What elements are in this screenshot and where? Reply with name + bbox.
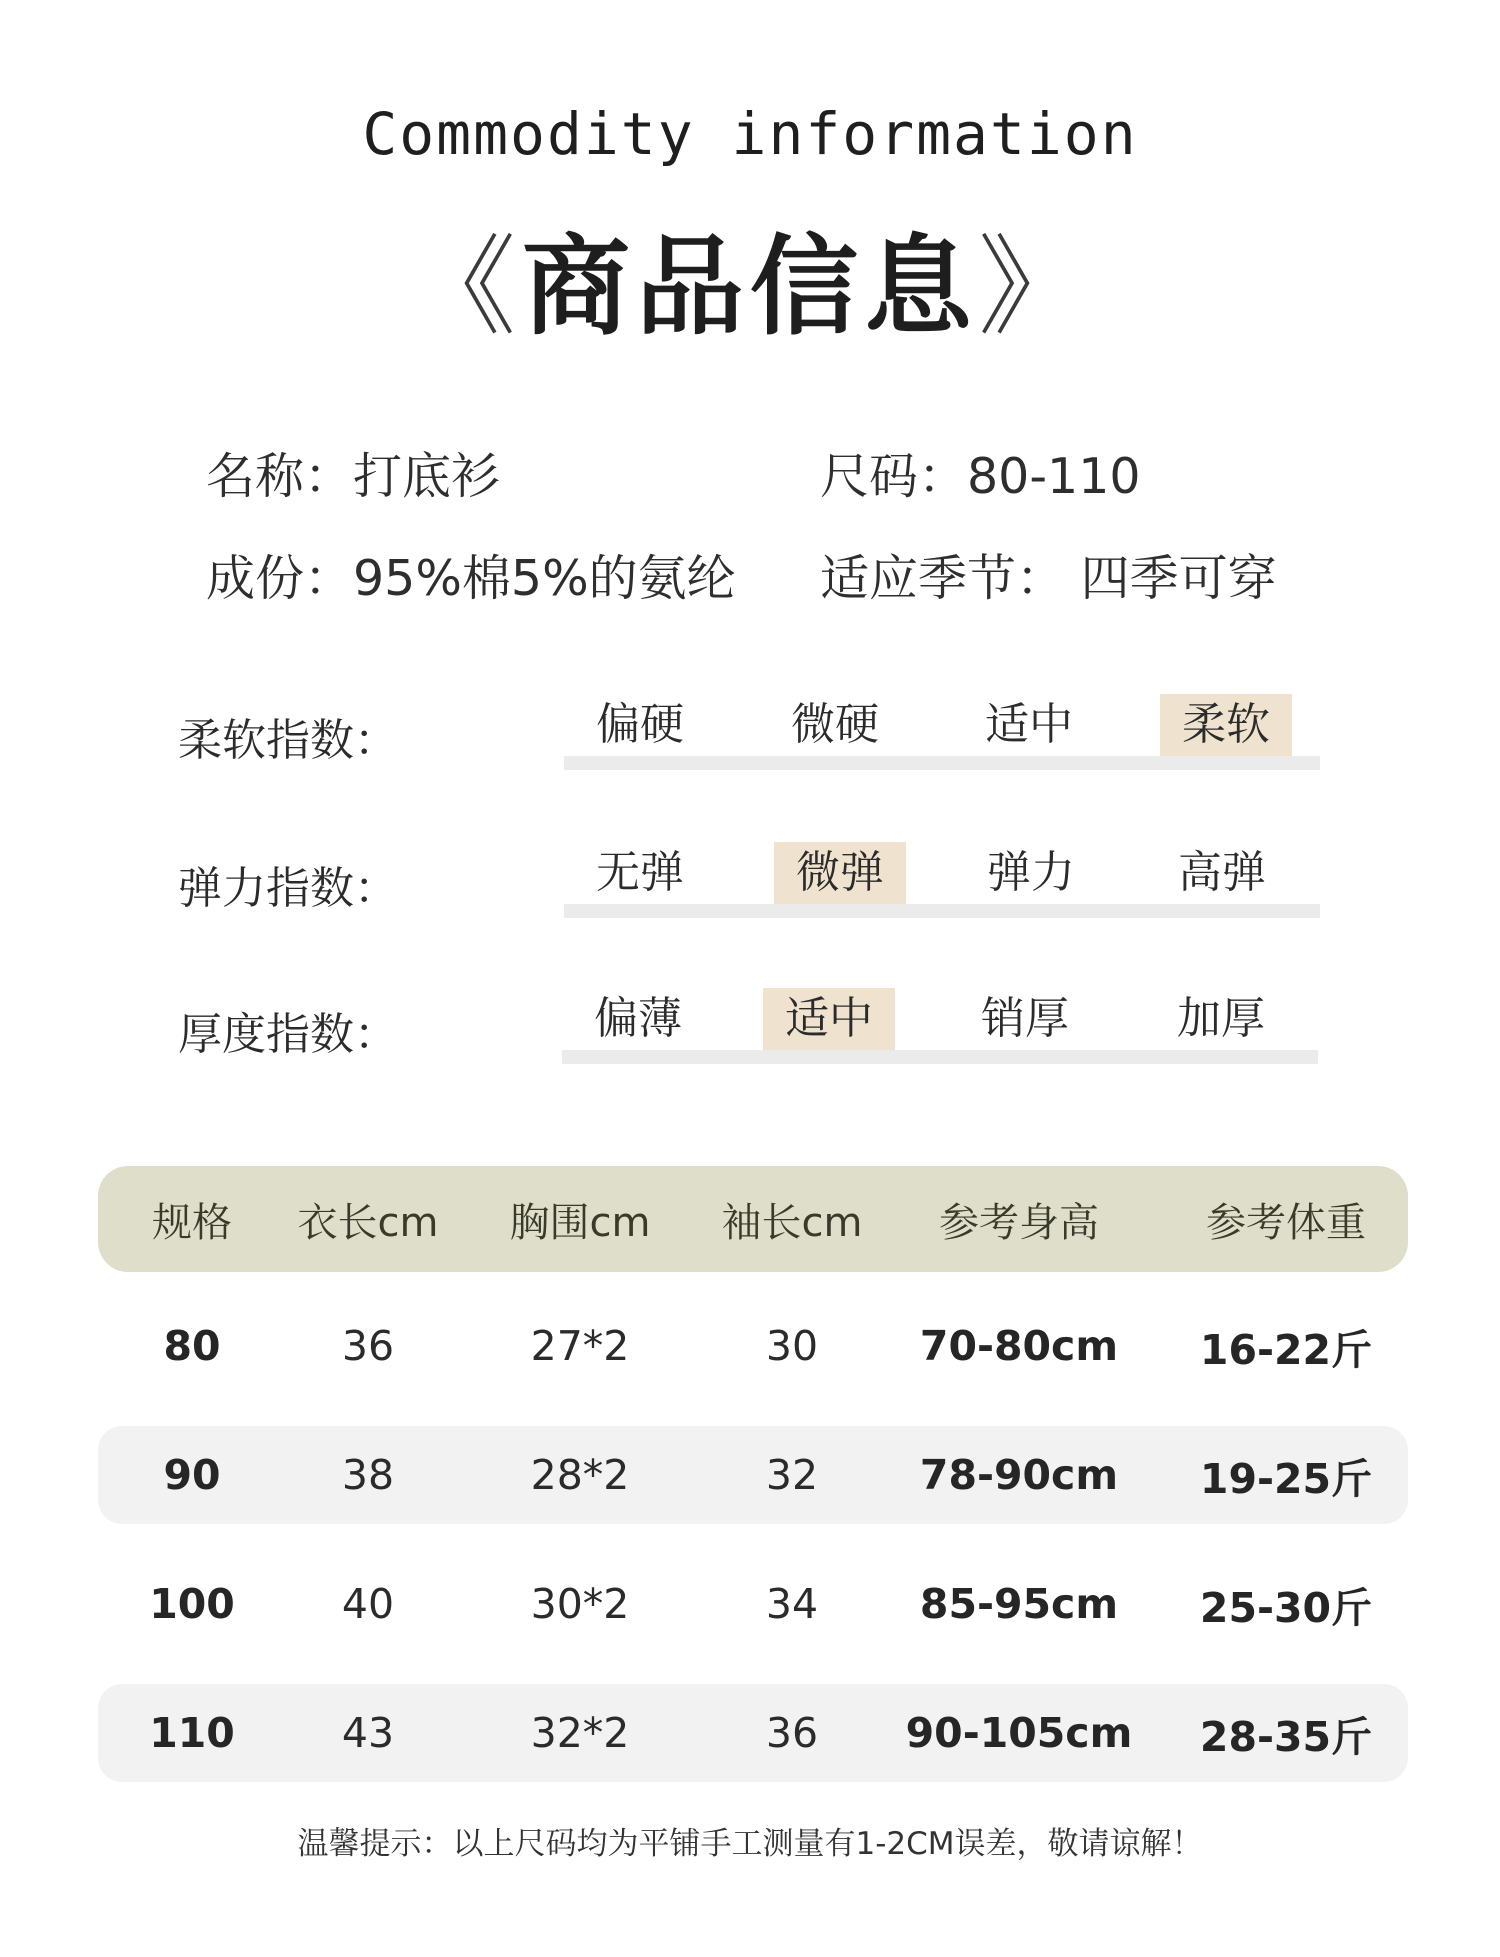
table-row [98, 1426, 1408, 1524]
table-cell: 28-35斤 [1199, 1712, 1373, 1761]
table-row [98, 1684, 1408, 1782]
close-bracket: 》 [978, 225, 1093, 350]
table-cell: 16-22斤 [1199, 1325, 1373, 1374]
table-header [98, 1166, 1408, 1272]
info-size: 尺码：80-110 [820, 448, 1141, 505]
open-bracket: 《 [407, 225, 522, 350]
table-cell: 19-25斤 [1199, 1454, 1373, 1503]
index-option-selected: 柔软 [1160, 694, 1292, 756]
thickness-index [178, 988, 1338, 1078]
table-cell: 34 [765, 1580, 819, 1628]
table-cell: 38 [341, 1451, 395, 1499]
elasticity-index [178, 842, 1338, 932]
footer-note: 温馨提示：以上尺码均为平铺手工测量有1-2CM误差，敬请谅解！ [297, 1826, 1203, 1862]
table-cell: 36 [341, 1322, 395, 1370]
index-option: 加厚 [1177, 993, 1265, 1044]
index-option: 适中 [985, 699, 1073, 750]
table-cell: 100 [149, 1580, 235, 1628]
index-label: 弹力指数： [178, 863, 398, 914]
table-cell: 36 [765, 1709, 819, 1757]
table-cell: 90-105cm [905, 1709, 1133, 1757]
table-cell: 30*2 [530, 1580, 630, 1628]
table-row [98, 1297, 1408, 1395]
index-option: 无弹 [596, 847, 684, 898]
index-option: 偏薄 [594, 993, 682, 1044]
softness-index [178, 694, 1338, 784]
header-cell: 规格 [152, 1199, 232, 1246]
table-cell: 28*2 [530, 1451, 630, 1499]
header-cell: 袖长cm [721, 1199, 863, 1246]
table-cell: 27*2 [530, 1322, 630, 1370]
table-cell: 25-30斤 [1199, 1583, 1373, 1632]
table-cell: 40 [341, 1580, 395, 1628]
table-cell: 43 [341, 1709, 395, 1757]
table-row [98, 1555, 1408, 1653]
info-season: 适应季节： 四季可穿 [820, 550, 1277, 607]
table-cell: 32*2 [530, 1709, 630, 1757]
table-cell: 70-80cm [919, 1322, 1119, 1370]
title-text: 商品信息 [521, 225, 978, 350]
table-cell: 110 [149, 1709, 235, 1757]
index-option-selected: 适中 [763, 988, 895, 1050]
header-cell: 参考身高 [939, 1199, 1099, 1246]
index-track [564, 756, 1320, 770]
header-cell: 参考体重 [1206, 1199, 1366, 1246]
page-title [0, 200, 1500, 355]
index-option-selected: 微弹 [774, 842, 906, 904]
info-name: 名称：打底衫 [206, 448, 501, 505]
header-cell: 胸围cm [509, 1199, 651, 1246]
table-cell: 32 [765, 1451, 819, 1499]
index-option: 弹力 [987, 847, 1075, 898]
index-option: 偏硬 [596, 699, 684, 750]
table-cell: 90 [163, 1451, 221, 1499]
index-option: 销厚 [981, 993, 1069, 1044]
page-subtitle: Commodity information [362, 100, 1138, 168]
table-cell: 30 [765, 1322, 819, 1370]
index-option: 高弹 [1178, 847, 1266, 898]
index-label: 厚度指数： [178, 1009, 398, 1060]
table-cell: 85-95cm [919, 1580, 1119, 1628]
info-material: 成份：95%棉5%的氨纶 [206, 550, 736, 607]
table-cell: 80 [163, 1322, 221, 1370]
index-option: 微硬 [791, 699, 879, 750]
table-cell: 78-90cm [919, 1451, 1119, 1499]
header-cell: 衣长cm [297, 1199, 439, 1246]
size-table [98, 1166, 1408, 1782]
index-label: 柔软指数： [178, 715, 398, 766]
index-track [562, 1050, 1318, 1064]
index-track [564, 904, 1320, 918]
